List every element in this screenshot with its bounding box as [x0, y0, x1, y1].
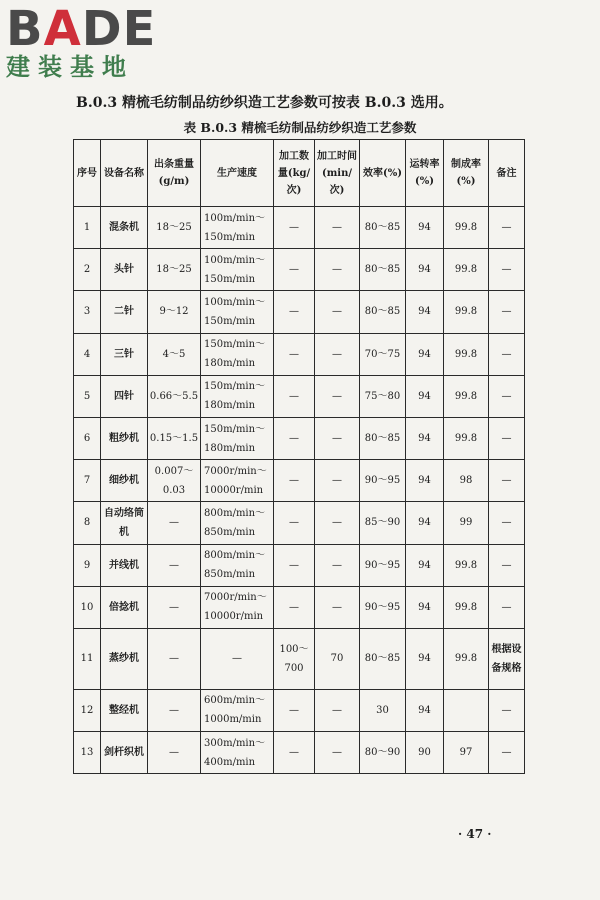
header-cell: 效率(%) — [360, 140, 406, 207]
header-cell: 加工数量(kg/次) — [274, 140, 315, 207]
table-row: 9 并线机 — 800m/min～850m/min — — 90～95 94 99.8 — — [74, 544, 525, 586]
header-cell: 运转率(%) — [406, 140, 444, 207]
table-row: 5 四针 0.66～5.5 150m/min～180m/min — — 75～80 94 99.8 — — [74, 375, 525, 417]
table-row: 13 剑杆织机 — 300m/min～400m/min — — 80～90 90 97 — — [74, 732, 525, 774]
logo-subtitle: 建装基地 — [6, 53, 134, 81]
table-row: 8 自动络筒机 — 800m/min～850m/min — — 85～90 94 99 — — [74, 502, 525, 544]
header-cell: 设备名称 — [101, 140, 148, 207]
table-row: 12 整经机 — 600m/min～1000m/min — — 30 94 — — [74, 689, 525, 731]
table-row: 3 二针 9～12 100m/min～150m/min — — 80～85 94 99.8 — — [74, 291, 525, 333]
header-cell: 出条重量(g/m) — [148, 140, 201, 207]
page-number: · 47 · — [458, 827, 492, 841]
table-row: 2 头针 18～25 100m/min～150m/min — — 80～85 94 99.8 — — [74, 249, 525, 291]
header-cell: 加工时间(min/次) — [315, 140, 360, 207]
intro-text: B.0.3 精梳毛纺制品纺纱织造工艺参数可按表 B.0.3 选用。 — [76, 95, 453, 111]
table-row: 4 三针 4～5 150m/min～180m/min — — 70～75 94 99.8 — — [74, 333, 525, 375]
table-row: 1 混条机 18～25 100m/min～150m/min — — 80～85 94 99.8 — — [74, 207, 525, 249]
header-cell: 序号 — [74, 140, 101, 207]
table-header-row — [74, 140, 525, 207]
table-row: 7 细纱机 0.007～0.03 7000r/min～10000r/min — — 90～95 94 98 — — [74, 460, 525, 502]
bade-logo — [6, 2, 181, 80]
table-row: 6 粗纱机 0.15～1.5 150m/min～180m/min — — 80～85 94 99.8 — — [74, 417, 525, 459]
header-cell: 备注 — [489, 140, 525, 207]
table-caption: 表 B.0.3 精梳毛纺制品纺纱织造工艺参数 — [183, 120, 417, 135]
process-parameter-table — [73, 139, 525, 774]
logo-mark: BADE — [6, 1, 157, 57]
table-row: 10 倍捻机 — 7000r/min～10000r/min — — 90～95 94 99.8 — — [74, 586, 525, 628]
header-cell: 制成率(%) — [444, 140, 489, 207]
table-row: 11 蒸纱机 — — 100～700 70 80～85 94 99.8 根据设备规格 — [74, 628, 525, 689]
header-cell: 生产速度 — [201, 140, 274, 207]
